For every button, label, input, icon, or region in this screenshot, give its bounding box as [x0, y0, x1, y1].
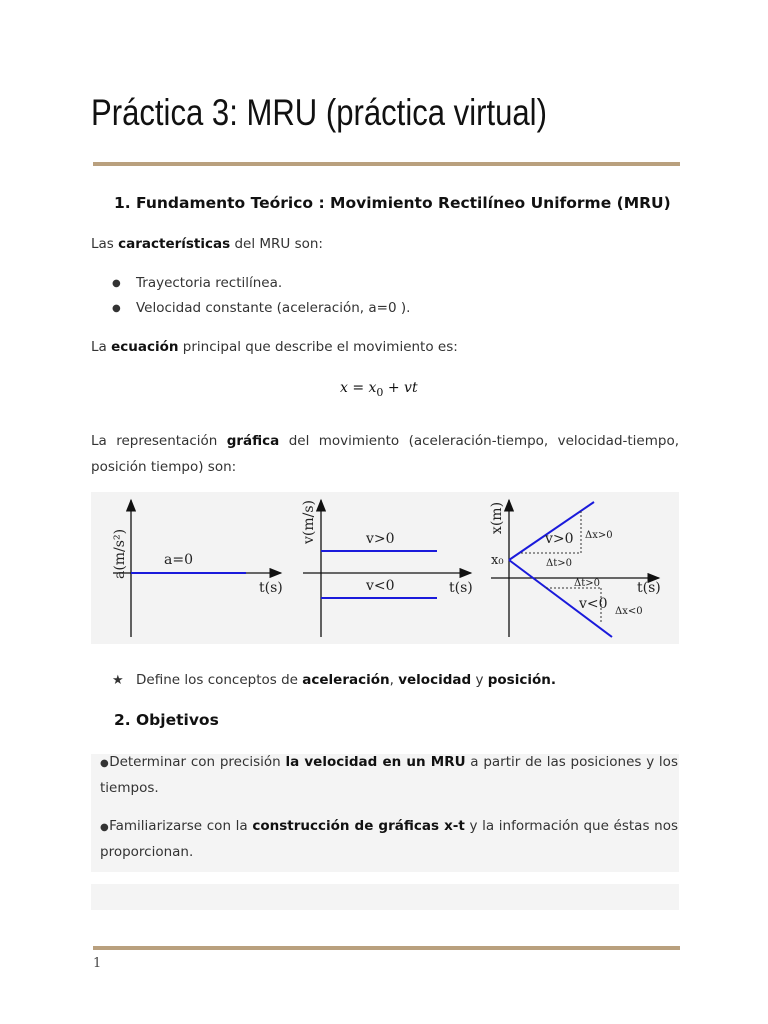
- section-2-number: 2.: [114, 711, 131, 729]
- graph3-dt-pos-label: Δt>0: [546, 558, 572, 569]
- bold-fragment: posición.: [487, 672, 556, 688]
- task-item: [112, 672, 556, 688]
- section-1-number: 1.: [114, 194, 131, 212]
- page-title: Práctica 3: MRU (práctica virtual): [91, 92, 547, 133]
- characteristics-intro: [91, 236, 323, 252]
- bold-fragment: gráfica: [226, 433, 280, 449]
- bold-fragment: construcción de gráficas x-t: [252, 818, 465, 834]
- objective-item: [100, 814, 678, 865]
- velocity-time-graph: [301, 500, 473, 637]
- title-divider: [93, 162, 680, 166]
- graph1-x-label: t(s): [259, 580, 283, 596]
- section-1-title: Fundamento Teórico : Movimiento Rectilíneo Uniforme (MRU): [136, 194, 671, 212]
- text-fragment: del MRU son:: [230, 236, 323, 252]
- equation-left: x = x: [340, 380, 377, 396]
- mru-equation: [340, 380, 418, 399]
- text-fragment: principal que describe el movimiento es:: [178, 339, 458, 355]
- graph2-x-label: t(s): [449, 580, 473, 596]
- text-fragment: La: [91, 339, 112, 355]
- text-fragment: La representación: [91, 433, 227, 449]
- graph3-y-label: x(m): [489, 501, 505, 535]
- graph3-dx-pos-label: Δx>0: [585, 530, 613, 541]
- text-fragment: Define los conceptos de: [136, 672, 303, 688]
- bold-fragment: características: [118, 236, 231, 252]
- acceleration-time-graph: [112, 500, 283, 637]
- graph2-negative-label: v<0: [366, 578, 395, 594]
- bullet-dot-icon: ●: [112, 277, 121, 289]
- equation-intro: [91, 339, 458, 355]
- position-time-graph: [489, 500, 661, 637]
- text-fragment: y: [471, 672, 488, 688]
- list-item: [112, 300, 410, 316]
- mru-graphs-figure: [91, 492, 679, 644]
- text-fragment: Determinar con precisión: [109, 754, 286, 770]
- graph1-line-label: a=0: [164, 552, 193, 568]
- page-number: 1: [93, 956, 102, 971]
- text-fragment: Familiarizarse con la: [109, 818, 253, 834]
- list-item: [112, 275, 282, 291]
- graph3-origin-label: x₀: [491, 553, 504, 568]
- graph2-positive-label: v>0: [366, 531, 395, 547]
- graph3-negative-label: v<0: [579, 596, 608, 612]
- section-2-heading: [114, 711, 219, 729]
- text-fragment: Las: [91, 236, 119, 252]
- text-fragment: ,: [389, 672, 399, 688]
- text-fragment: a partir de las posiciones y los tiempos.: [100, 754, 678, 796]
- list-item-text: Trayectoria rectilínea.: [136, 275, 283, 291]
- graph3-dt-neg-label: Δt>0: [574, 578, 600, 589]
- objective-item: [100, 750, 678, 801]
- graph3-dx-neg-label: Δx<0: [615, 606, 643, 617]
- star-icon: ★: [112, 672, 124, 688]
- equation-right: + vt: [383, 380, 418, 396]
- bullet-dot-icon: ●: [112, 302, 121, 314]
- equation-subscript: 0: [376, 385, 384, 399]
- footer-divider: [93, 946, 680, 950]
- text-fragment: del movimiento (aceleración-tiempo, velocidad-tiempo, posición tiempo) son:: [91, 433, 679, 475]
- empty-box: [91, 884, 679, 910]
- bold-fragment: ecuación: [111, 339, 179, 355]
- list-item-text: Velocidad constante (aceleración, a=0 ).: [136, 300, 411, 316]
- graph2-y-label: v(m/s): [301, 499, 317, 545]
- bold-fragment: la velocidad en un MRU: [285, 754, 466, 770]
- bullet-dot-icon: ●: [100, 822, 110, 833]
- text-fragment: y la información que éstas nos proporcionan.: [100, 818, 678, 860]
- mru-graphs-svg: [91, 492, 679, 644]
- section-2-title: Objetivos: [136, 711, 219, 729]
- graph-intro: [91, 428, 679, 480]
- graph3-x-label: t(s): [637, 580, 661, 596]
- bold-fragment: aceleración: [302, 672, 390, 688]
- graph1-y-label: a(m/s²): [112, 528, 128, 580]
- section-1-heading: [114, 194, 671, 212]
- graph3-positive-label: v>0: [545, 531, 574, 547]
- bullet-dot-icon: ●: [100, 758, 110, 769]
- bold-fragment: velocidad: [398, 672, 472, 688]
